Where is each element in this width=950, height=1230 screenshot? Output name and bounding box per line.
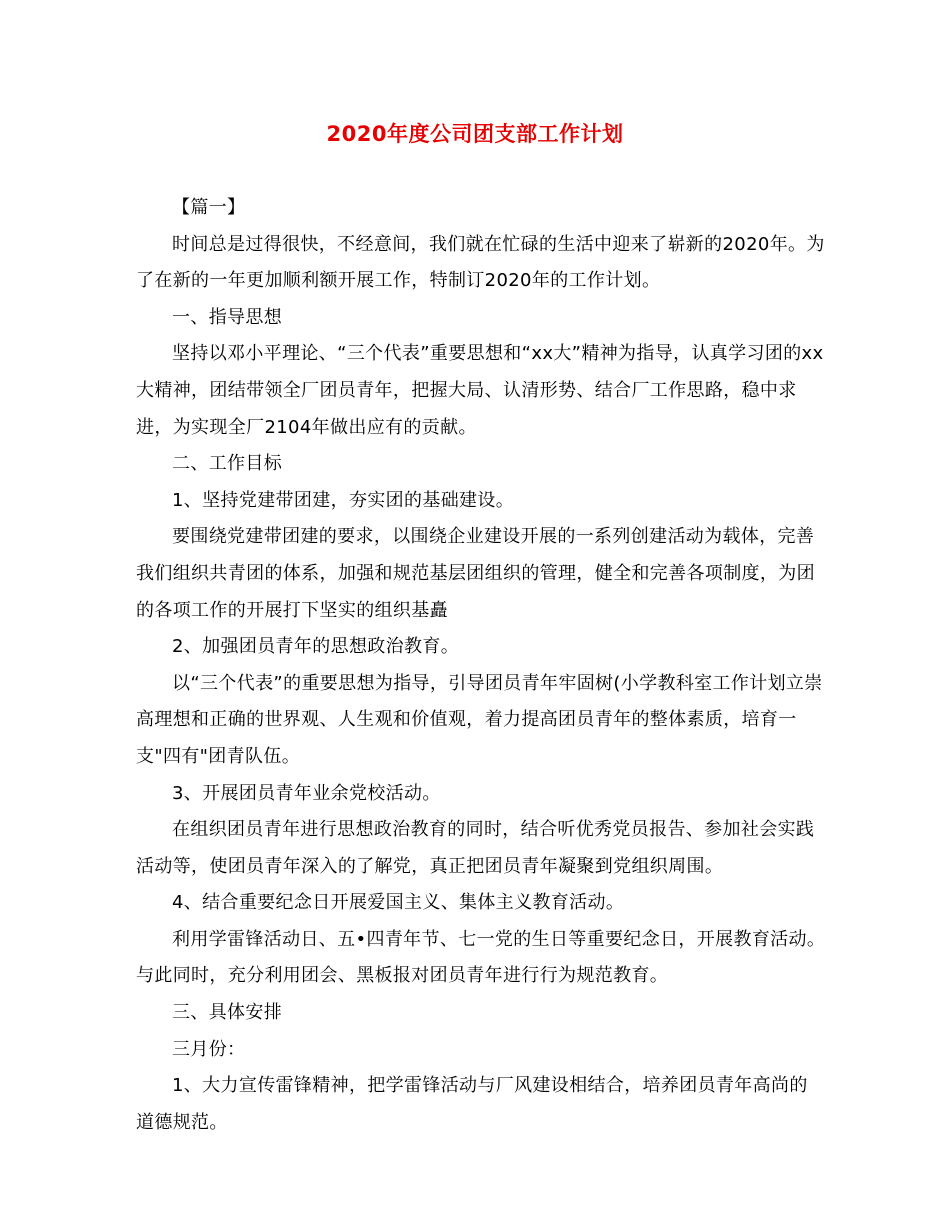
paragraph: 以“三个代表”的重要思想为指导，引导团员青年牢固树(小学教科室工作计划立崇高理想和正确的世界观、人生观和价值观，着力提高团员青年的整体素质，培育一支"四有"团青队伍。	[136, 672, 823, 767]
section-label: 【篇一】	[172, 197, 246, 218]
paragraph: 要围绕党建带团建的要求，以围绕企业建设开展的一系列创建活动为载体，完善我们组织共青团的体系，加强和规范基层团组织的管理，健全和完善各项制度，为团的各项工作的开展打下坚实的组织基矗	[136, 526, 815, 621]
month-label: 三月份：	[172, 1038, 246, 1060]
document-title: 2020年度公司团支部工作计划	[326, 122, 624, 146]
heading: 三、具体安排	[172, 1002, 283, 1024]
subheading: 4、结合重要纪念日开展爱国主义、集体主义教育活动。	[172, 892, 625, 914]
subheading: 1、坚持党建带团建，夯实团的基础建设。	[172, 489, 515, 511]
paragraph: 坚持以邓小平理论、“三个代表”重要思想和“xx大”精神为指导，认真学习团的xx大精神，团结带领全厂团员青年，把握大局、认清形势、结合厂工作思路，稳中求进，为实现全厂2104年做出应有的贡献。	[136, 343, 824, 438]
heading: 二、工作目标	[172, 453, 283, 475]
subheading: 2、加强团员青年的思想政治教育。	[172, 636, 460, 658]
paragraph: 1、大力宣传雷锋精神，把学雷锋活动与厂风建设相结合，培养团员青年高尚的道德规范。	[136, 1075, 808, 1133]
heading: 一、指导思想	[172, 306, 283, 328]
paragraph: 利用学雷锋活动日、五•四青年节、七一党的生日等重要纪念日，开展教育活动。与此同时，充分利用团会、黑板报对团员青年进行行为规范教育。	[136, 928, 826, 987]
paragraph: 在组织团员青年进行思想政治教育的同时，结合听优秀党员报告、参加社会实践活动等，使团员青年深入的了解党，真正把团员青年凝聚到党组织周围。	[136, 819, 815, 877]
document-body	[136, 190, 826, 1141]
paragraph: 时间总是过得很快，不经意间，我们就在忙碌的生活中迎来了崭新的2020年。为了在新的一年更加顺利额开展工作，特制订2020年的工作计划。	[136, 233, 825, 292]
subheading: 3、开展团员青年业余党校活动。	[172, 782, 441, 804]
